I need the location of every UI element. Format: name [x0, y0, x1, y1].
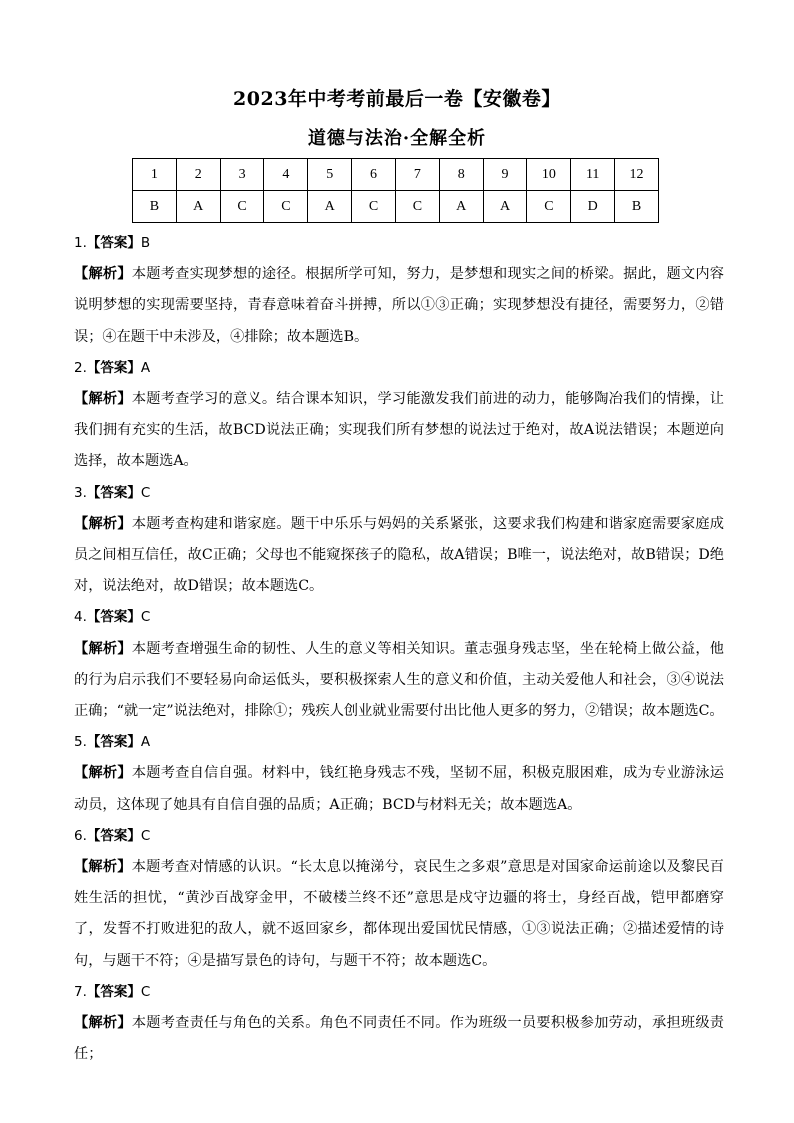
answer-cell: C: [352, 191, 396, 223]
question-3-analysis: [74, 509, 724, 603]
analysis-text: 本题考查责任与角色的关系。角色不同责任不同。作为班级一员要积极参加劳动，承担班级责任；: [74, 1015, 724, 1063]
question-number: 4.: [74, 609, 87, 626]
question-number: 7.: [74, 983, 87, 1000]
question-5-analysis: [74, 758, 724, 820]
solutions-body: [74, 228, 724, 1070]
analysis-label: 【解析】: [74, 859, 132, 876]
question-number-cell: 10: [527, 159, 571, 191]
answer-cell: A: [176, 191, 220, 223]
analysis-label: 【解析】: [74, 266, 132, 283]
question-number: 5.: [74, 734, 87, 751]
question-1-analysis: [74, 259, 724, 353]
answer-value: C: [140, 827, 151, 844]
question-7-analysis: [74, 1008, 724, 1070]
question-number-cell: 8: [439, 159, 483, 191]
answer-cell: C: [264, 191, 308, 223]
question-number: 3.: [74, 484, 87, 501]
question-6-analysis: [74, 852, 724, 977]
answer-value: C: [140, 983, 151, 1000]
answer-cell: B: [133, 191, 177, 223]
page-subtitle: 道德与法治·全解全析: [307, 128, 487, 149]
answer-cell: A: [439, 191, 483, 223]
answer-value: A: [140, 359, 151, 376]
question-number-cell: 5: [308, 159, 352, 191]
answer-label: 【答案】: [86, 983, 141, 1000]
analysis-text: 本题考查学习的意义。结合课本知识，学习能激发我们前进的动力，能够陶冶我们的情操，让我们拥有充实的生活，故BCD说法正确；实现我们所有梦想的说法过于绝对，故A说法错误；本题逆向选择，故本题选A。: [74, 391, 724, 470]
analysis-text: 本题考查实现梦想的途径。根据所学可知，努力，是梦想和现实之间的桥梁。据此，题文内容说明梦想的实现需要坚持，青春意味着奋斗拼搏，所以①③正确；实现梦想没有捷径，需要努力，②错误；④在题干中未涉及，④排除；故本题选B。: [74, 266, 724, 345]
analysis-text: 本题考查自信自强。材料中，钱红艳身残志不残，坚韧不屈，积极克服困难，成为专业游泳运动员，这体现了她具有自信自强的品质；A正确；BCD与材料无关；故本题选A。: [74, 765, 724, 813]
question-4-answer: [74, 602, 724, 633]
answer-label: 【答案】: [86, 609, 141, 626]
answer-cell: D: [571, 191, 615, 223]
answer-cell: C: [220, 191, 264, 223]
answer-value: C: [140, 484, 151, 501]
answer-cell: A: [483, 191, 527, 223]
question-number-cell: 1: [133, 159, 177, 191]
answer-cell: A: [308, 191, 352, 223]
question-2-answer: [74, 353, 724, 384]
analysis-text: 本题考查增强生命的韧性、人生的意义等相关知识。董志强身残志坚，坐在轮椅上做公益，他的行为启示我们不要轻易向命运低头，要积极探索人生的意义和价值，主动关爱他人和社会，③④说法正确；“就一定”说法绝对，排除①；残疾人创业就业需要付出比他人更多的努力，②错误；故本题选C。: [74, 640, 724, 720]
analysis-label: 【解析】: [74, 391, 132, 408]
question-number-cell: 2: [176, 159, 220, 191]
question-number-cell: 4: [264, 159, 308, 191]
answer-label: 【答案】: [86, 484, 141, 501]
analysis-text: 本题考查构建和谐家庭。题干中乐乐与妈妈的关系紧张，这要求我们构建和谐家庭需要家庭成员之间相互信任，故C正确；父母也不能窥探孩子的隐私，故A错误；B唯一，说法绝对，故B错误；D绝对，说法绝对，故D错误；故本题选C。: [74, 515, 724, 595]
question-number-cell: 11: [571, 159, 615, 191]
analysis-text: 本题考查对情感的认识。“长太息以掩涕兮，哀民生之多艰”意思是对国家命运前途以及黎民百姓生活的担忧，“黄沙百战穿金甲，不破楼兰终不还”意思是戍守边疆的将士，身经百战，铠甲都磨穿了，发誓不打败进犯的敌人，就不返回家乡，都体现出爱国忧民情感，①③说法正确；②描述爱情的诗句，与题干不符；④是描写景色的诗句，与题干不符；故本题选C。: [74, 859, 724, 969]
question-number-cell: 12: [615, 159, 659, 191]
question-number-cell: 7: [395, 159, 439, 191]
question-number: 2.: [74, 359, 87, 376]
answer-cell: B: [615, 191, 659, 223]
answer-cell: C: [527, 191, 571, 223]
answer-label: 【答案】: [86, 359, 141, 376]
question-7-answer: [74, 977, 724, 1008]
question-number-cell: 3: [220, 159, 264, 191]
question-4-analysis: [74, 634, 724, 728]
answer-value: C: [140, 609, 151, 626]
question-6-answer: [74, 821, 724, 852]
answer-label: 【答案】: [86, 734, 141, 751]
analysis-label: 【解析】: [74, 765, 132, 782]
answer-table-number-row: [133, 159, 659, 191]
question-3-answer: [74, 478, 724, 509]
answer-value: B: [140, 235, 151, 251]
page-title: 2023年中考考前最后一卷【安徽卷】: [233, 88, 561, 110]
answer-table: [132, 158, 659, 223]
analysis-label: 【解析】: [74, 1015, 132, 1032]
answer-label: 【答案】: [86, 235, 141, 251]
question-number-cell: 6: [352, 159, 396, 191]
question-number-cell: 9: [483, 159, 527, 191]
answer-table-answer-row: [133, 191, 659, 223]
question-number: 1.: [74, 235, 87, 251]
question-number: 6.: [74, 827, 87, 844]
question-5-answer: [74, 727, 724, 758]
question-2-analysis: [74, 384, 724, 478]
analysis-label: 【解析】: [74, 515, 132, 532]
answer-cell: C: [395, 191, 439, 223]
answer-label: 【答案】: [86, 827, 141, 844]
question-1-answer: [74, 228, 724, 259]
analysis-label: 【解析】: [74, 640, 132, 657]
answer-value: A: [140, 734, 151, 751]
